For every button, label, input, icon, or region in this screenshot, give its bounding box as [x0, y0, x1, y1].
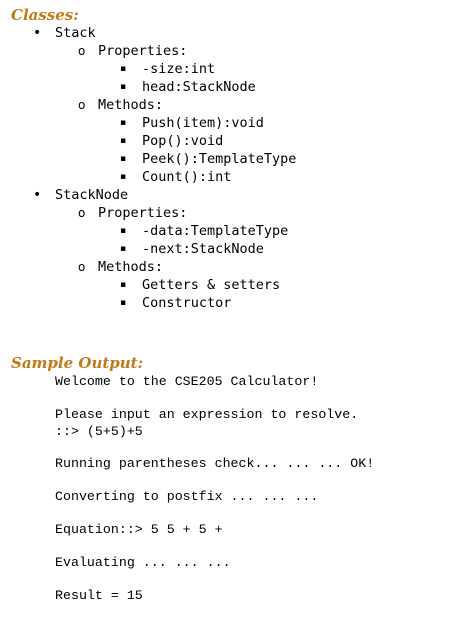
output-line: Result = 15 [55, 588, 143, 603]
stack-methods-label: Methods: [98, 97, 164, 113]
stack-method-peek: Peek():TemplateType [142, 151, 297, 167]
stacknode-method-constructor: Constructor [142, 295, 232, 311]
square-bullet-icon: ▪ [120, 82, 127, 92]
circle-bullet-icon: o [78, 98, 86, 112]
output-line: ::> (5+5)+5 [55, 424, 143, 439]
circle-bullet-icon: o [78, 44, 86, 58]
output-line: Running parentheses check... ... ... OK! [55, 456, 375, 471]
square-bullet-icon: ▪ [120, 118, 127, 128]
stack-property-size: -size:int [142, 61, 216, 77]
stack-method-count: Count():int [142, 169, 232, 185]
square-bullet-icon: ▪ [120, 244, 127, 254]
square-bullet-icon: ▪ [120, 136, 127, 146]
circle-bullet-icon: o [78, 260, 86, 274]
square-bullet-icon: ▪ [120, 154, 127, 164]
square-bullet-icon: ▪ [120, 64, 127, 74]
output-line: Welcome to the CSE205 Calculator! [55, 374, 319, 389]
square-bullet-icon: ▪ [120, 280, 127, 290]
bullet-icon: • [33, 25, 42, 41]
stacknode-properties-label: Properties: [98, 205, 188, 221]
stack-property-head: head:StackNode [142, 79, 256, 95]
output-line: Converting to postfix ... ... ... [55, 489, 319, 504]
stacknode-method-getters-setters: Getters & setters [142, 277, 281, 293]
classes-heading: Classes: [11, 6, 79, 24]
class-name-stack: Stack [55, 25, 96, 41]
stacknode-property-next: -next:StackNode [142, 241, 264, 257]
stack-method-pop: Pop():void [142, 133, 224, 149]
stacknode-property-data: -data:TemplateType [142, 223, 289, 239]
square-bullet-icon: ▪ [120, 298, 127, 308]
sample-output-heading: Sample Output: [11, 354, 144, 372]
circle-bullet-icon: o [78, 206, 86, 220]
square-bullet-icon: ▪ [120, 226, 127, 236]
bullet-icon: • [33, 187, 42, 203]
stack-properties-label: Properties: [98, 43, 188, 59]
class-name-stacknode: StackNode [55, 187, 129, 203]
stacknode-methods-label: Methods: [98, 259, 164, 275]
square-bullet-icon: ▪ [120, 172, 127, 182]
output-line: Please input an expression to resolve. [55, 407, 359, 422]
output-line: Evaluating ... ... ... [55, 555, 231, 570]
output-line: Equation::> 5 5 + 5 + [55, 522, 223, 537]
stack-method-push: Push(item):void [142, 115, 264, 131]
